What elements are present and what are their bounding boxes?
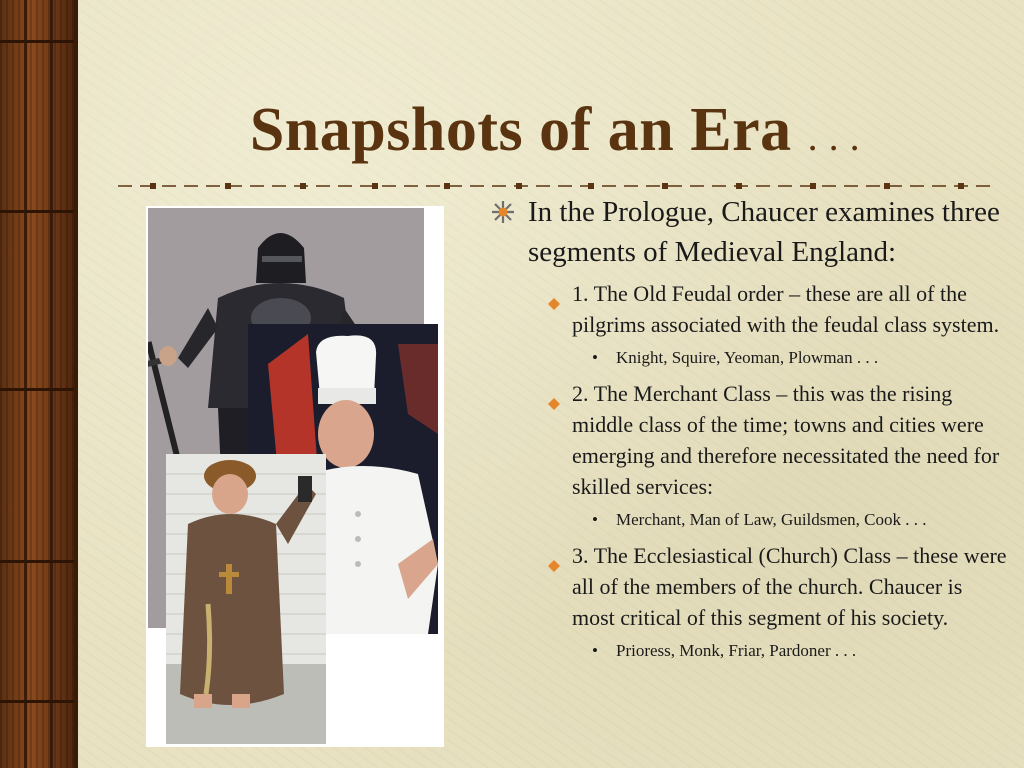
title-ellipsis: . . . — [807, 114, 861, 159]
example-bullet — [592, 346, 1010, 370]
point-bullet — [548, 378, 1010, 502]
wood-seam — [0, 560, 78, 563]
example-text: Prioress, Monk, Friar, Pardoner . . . — [616, 641, 857, 660]
example-bullet — [592, 639, 1010, 663]
wood-seam — [0, 700, 78, 703]
dot-bullet: • — [592, 510, 598, 529]
decorative-divider — [118, 182, 998, 186]
example-text: Merchant, Man of Law, Guildsmen, Cook . . . — [616, 510, 927, 529]
wood-seam — [0, 388, 78, 391]
dot-bullet: • — [592, 641, 598, 660]
monk-photo — [166, 454, 326, 744]
point-bullet — [548, 278, 1010, 340]
point-bullet — [548, 540, 1010, 633]
example-text: Knight, Squire, Yeoman, Plowman . . . — [616, 348, 879, 367]
intro-bullet — [490, 192, 1010, 272]
intro-text: In the Prologue, Chaucer examines three segments of Medieval England: — [528, 196, 1000, 268]
point-text: 2. The Merchant Class – this was the rising middle class of the time; towns and cities were emerging and therefore necessitated the need for skilled services: — [572, 381, 1000, 499]
dot-bullet: • — [592, 348, 598, 367]
wood-seam — [0, 40, 78, 43]
example-bullet — [592, 508, 1010, 532]
diamond-icon — [548, 387, 560, 399]
wood-seam — [0, 210, 78, 213]
diamond-icon — [548, 287, 560, 299]
diamond-icon — [548, 549, 560, 561]
sunburst-icon — [490, 196, 516, 222]
point-text: 3. The Ecclesiastical (Church) Class – these were all of the members of the church. Chaucer is most critical of this segment of his society. — [572, 543, 1007, 630]
slide-title — [0, 95, 1024, 166]
photo-collage — [146, 206, 444, 747]
point-text: 1. The Old Feudal order – these are all of the pilgrims associated with the feudal class system. — [572, 281, 1000, 337]
bullet-content — [490, 192, 1010, 671]
title-text: Snapshots of an Era — [249, 96, 792, 164]
